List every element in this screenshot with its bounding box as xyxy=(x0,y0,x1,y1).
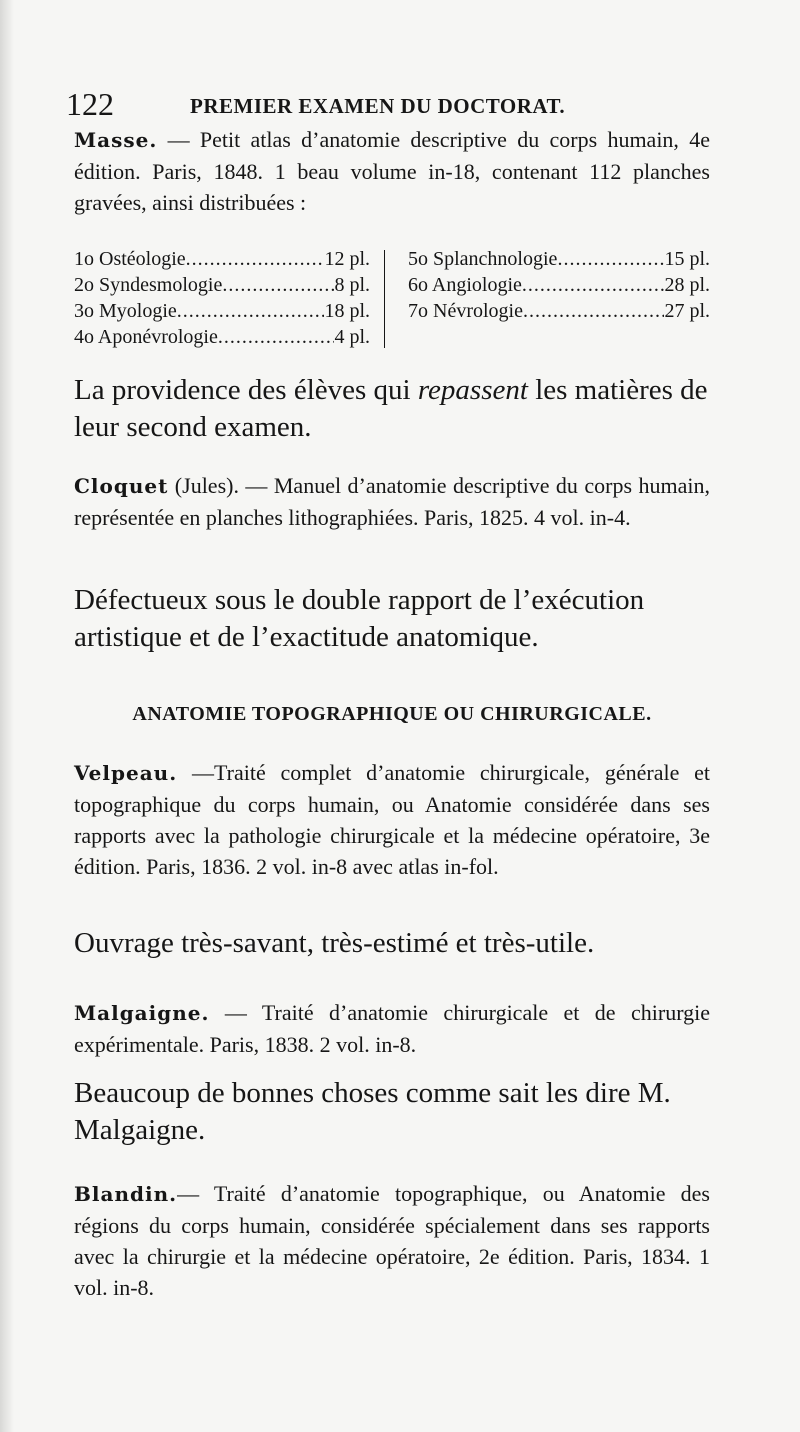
plates-label: 3o Myologie xyxy=(74,300,177,322)
plates-count: 27 pl. xyxy=(664,300,710,322)
entry-text: —Traité complet d’anatomie chirurgicale, générale et topographique du corps humain, ou Anatomie considérée dans ses rapports avec la pathologie chirurgicale et la médecine opératoire, 3e édition. Paris, 1836. 2 vol. in-8 avec atlas in-fol. xyxy=(74,760,710,879)
plates-count: 8 pl. xyxy=(334,274,370,296)
entry-author: Malgaigne. xyxy=(74,1001,210,1025)
plates-row xyxy=(74,298,370,324)
entry-author: Masse. xyxy=(74,128,158,152)
comment-cloquet: Défectueux sous le double rapport de l’exécution artistique et de l’exactitude anatomique. xyxy=(74,584,645,653)
entry-text: — Traité d’anatomie topographique, ou Anatomie des régions du corps humain, considérée spécialement dans ses rapports avec la chirurgie et la médecine opératoire, 2e édition. Paris, 1834. 1 vol. in-8. xyxy=(74,1181,710,1300)
plates-row xyxy=(408,246,710,272)
plates-row xyxy=(74,246,370,272)
plates-column-right xyxy=(408,246,710,324)
plates-table xyxy=(74,246,710,350)
entry-author: Blandin. xyxy=(74,1182,178,1206)
entry-masse xyxy=(74,124,710,218)
plates-label: 4o Aponévrologie xyxy=(74,326,218,348)
entry-velpeau xyxy=(74,757,710,882)
entry-author: Velpeau. xyxy=(74,761,178,785)
plates-row xyxy=(74,272,370,298)
plates-label: 2o Syndesmologie xyxy=(74,274,223,296)
comment-text: La providence des élèves qui xyxy=(74,374,418,406)
entry-author: Cloquet xyxy=(74,474,169,498)
plates-label: 1o Ostéologie xyxy=(74,248,186,270)
page-header xyxy=(66,86,716,122)
plates-count: 18 pl. xyxy=(324,300,370,322)
plates-column-left xyxy=(74,246,370,350)
plates-row xyxy=(74,324,370,350)
plates-count: 28 pl. xyxy=(664,274,710,296)
plates-row xyxy=(408,298,710,324)
column-divider xyxy=(384,250,385,348)
comment-text: les matières de leur second examen. xyxy=(74,374,708,443)
plates-row xyxy=(408,272,710,298)
entry-malgaigne xyxy=(74,997,710,1060)
entry-cloquet xyxy=(74,470,710,533)
plates-count: 12 pl. xyxy=(324,248,370,270)
plates-label: 7o Névrologie xyxy=(408,300,523,322)
page-number: 122 xyxy=(66,86,114,122)
comment-masse xyxy=(74,372,710,446)
section-heading: ANATOMIE TOPOGRAPHIQUE OU CHIRURGICALE. xyxy=(132,703,652,725)
comment-velpeau: Ouvrage très-savant, très-estimé et très-utile. xyxy=(74,927,595,959)
entry-text: — Traité d’anatomie chirurgicale et de chirurgie expérimentale. Paris, 1838. 2 vol. in-8. xyxy=(74,1000,710,1057)
plates-label: 5o Splanchnologie xyxy=(408,248,558,270)
entry-text: — Petit atlas d’anatomie descriptive du corps humain, 4e édition. Paris, 1848. 1 beau volume in-18, contenant 112 planches gravées, ainsi distribuées : xyxy=(74,127,710,215)
comment-malgaigne: Beaucoup de bonnes choses comme sait les dire M. Malgaigne. xyxy=(74,1077,671,1146)
entry-text: (Jules). — Manuel d’anatomie descriptive du corps humain, représentée en planches lithographiées. Paris, 1825. 4 vol. in-4. xyxy=(74,473,710,530)
entry-blandin xyxy=(74,1178,710,1303)
plates-count: 4 pl. xyxy=(334,326,370,348)
comment-emphasis: repassent xyxy=(417,374,528,406)
plates-label: 6o Angiologie xyxy=(408,274,522,296)
plates-count: 15 pl. xyxy=(664,248,710,270)
running-title: PREMIER EXAMEN DU DOCTORAT. xyxy=(190,94,566,118)
